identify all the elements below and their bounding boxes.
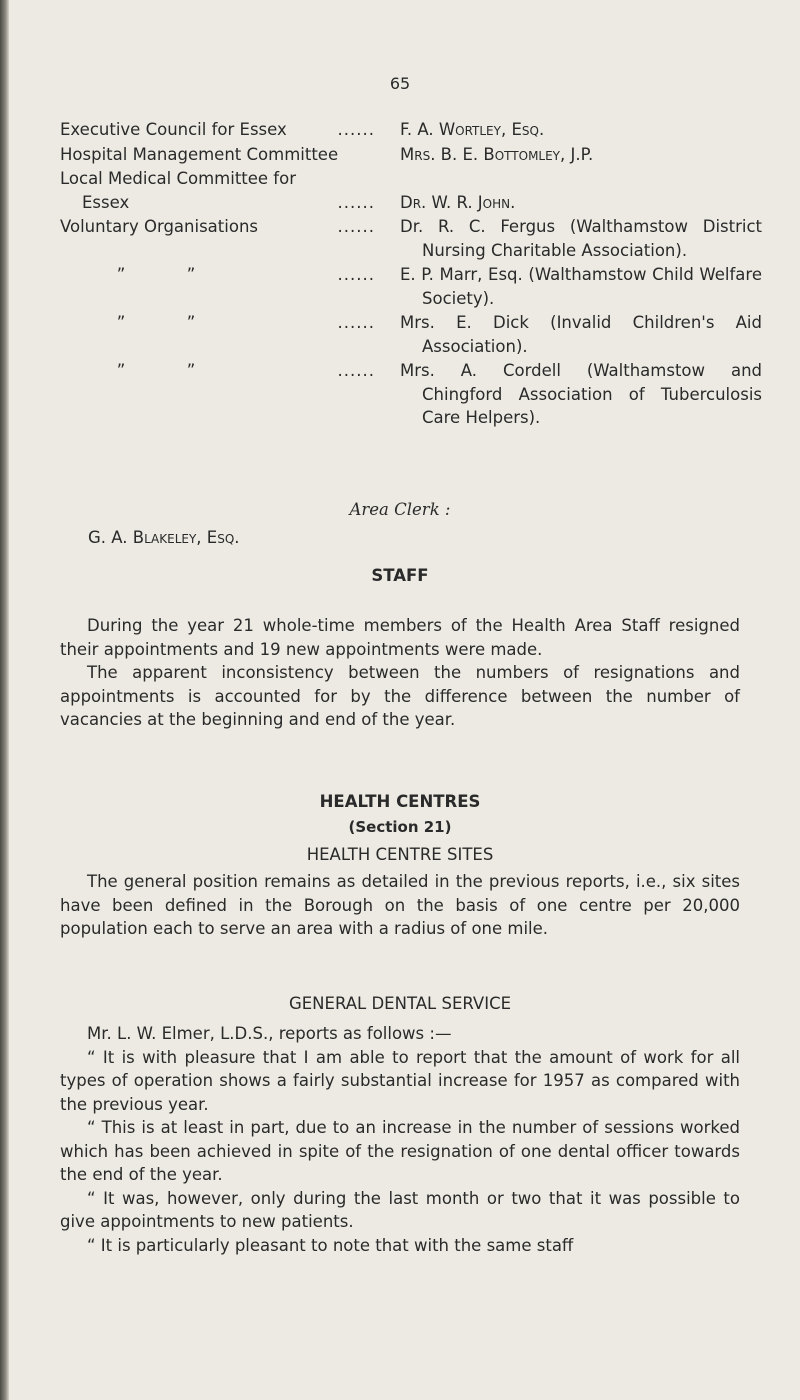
leader-dots: ...... (337, 192, 375, 212)
ditto-mark: ” (186, 313, 196, 332)
leader-dots: ...... (337, 120, 375, 139)
leader-dots: ...... (337, 361, 375, 380)
roster-member: E. P. Marr, Esq. (Walthamstow Child Welfare Society). (400, 265, 762, 308)
roster-entry-voluntary (60, 359, 762, 430)
staff-section (60, 614, 740, 732)
paragraph: The apparent inconsistency between the numbers of resignations and appointments is accounted for by the difference between the number of vacancies at the beginning and end of the year. (60, 663, 740, 729)
staff-heading: STAFF (371, 566, 429, 585)
roster-member: Mrs. A. Cordell (Walthamstow and Chingford Association of Tuberculosis Care Helpers). (400, 361, 762, 427)
leader-dots: ...... (337, 217, 375, 236)
health-centres-section (60, 870, 740, 941)
roster-member: F. A. Wortley, Esq. (400, 120, 545, 139)
section-reference: (Section 21) (348, 818, 452, 836)
health-centres-heading: HEALTH CENTRES (319, 792, 481, 811)
health-centre-sites-heading: HEALTH CENTRE SITES (306, 845, 494, 864)
ditto-mark: ” (116, 313, 126, 332)
paragraph: The general position remains as detailed in the previous reports, i.e., six sites have been defined in the Borough on the basis of one centre per 20,000 population each to serve an area with a radius of one mile. (60, 872, 740, 938)
page-binding-edge (0, 0, 9, 1400)
dental-service-heading: GENERAL DENTAL SERVICE (288, 994, 512, 1013)
roster-body: Executive Council for Essex (60, 120, 287, 139)
ditto-mark: ” (116, 265, 126, 284)
area-clerk-name-text: G. A. Blakeley, Esq. (88, 528, 240, 547)
roster-member: Mrs. E. Dick (Invalid Children's Aid Association). (400, 313, 762, 356)
roster-member: Dr. W. R. John. (400, 192, 516, 212)
leader-dots: ...... (337, 265, 375, 284)
leader-dots: ...... (337, 313, 375, 332)
roster-member: Dr. R. C. Fergus (Walthamstow District Nursing Charitable Association). (400, 217, 762, 260)
roster-entry-voluntary (60, 263, 762, 310)
paragraph: “ It is with pleasure that I am able to report that the amount of work for all types of operation shows a fairly substantial increase for 1957 as compared with the previous year. (60, 1047, 740, 1114)
page-number: 65 (389, 74, 411, 93)
ditto-mark: ” (186, 265, 196, 284)
roster-member: Mrs. B. E. Bottomley, J.P. (400, 144, 594, 164)
roster-body: Hospital Management Committee (60, 144, 339, 164)
paragraph: Mr. L. W. Elmer, L.D.S., reports as follows :— (87, 1024, 452, 1043)
roster-entry-voluntary (60, 311, 762, 358)
roster-entry-local-medical (60, 167, 740, 214)
ditto-mark: ” (186, 361, 196, 380)
paragraph: “ It is particularly pleasant to note that with the same staff (87, 1235, 574, 1255)
area-clerk-name (60, 528, 768, 547)
area-clerk-label: Area Clerk : (349, 500, 451, 519)
ditto-mark: ” (116, 361, 126, 380)
roster-entry-hospital (60, 143, 740, 167)
committee-roster (60, 118, 762, 431)
roster-body: Local Medical Committee for (60, 169, 296, 188)
roster-body-continued: Essex (82, 192, 130, 212)
dental-section (60, 1022, 740, 1257)
paragraph: During the year 21 whole-time members of the Health Area Staff resigned their appointments and 19 new appointments were made. (60, 616, 740, 659)
roster-body: Voluntary Organisations (60, 217, 258, 236)
paragraph: “ This is at least in part, due to an increase in the number of sessions worked which has been achieved in spite of the resignation of one dental officer towards the end of the year. (60, 1118, 740, 1184)
roster-entry-executive (60, 118, 740, 142)
roster-entry-voluntary (60, 215, 762, 262)
paragraph: “ It was, however, only during the last month or two that it was possible to give appointments to new patients. (60, 1188, 740, 1231)
